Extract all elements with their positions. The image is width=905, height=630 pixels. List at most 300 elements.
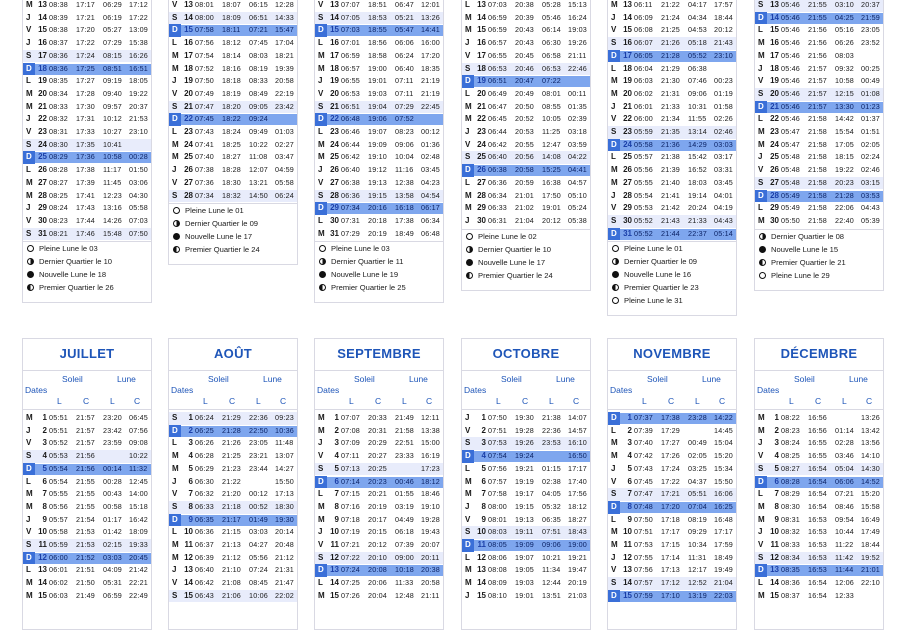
moonset-time: 02:46 [861, 165, 880, 175]
day-row [608, 564, 736, 577]
moonset-time: 23:10 [129, 127, 148, 136]
moonrise-time: 03:03 [103, 552, 122, 562]
day-number: 27 [623, 177, 632, 187]
moonrise-time: 12:38 [395, 177, 414, 187]
weekday-letter: L [758, 578, 763, 588]
weekday-letter: D [26, 63, 32, 73]
sunset-time: 17:26 [661, 451, 680, 461]
sunrise-time: 06:07 [634, 38, 653, 48]
moon-phase-note [759, 269, 830, 282]
sunrise-time: 07:47 [634, 489, 653, 499]
day-number: 14 [184, 12, 193, 22]
sunrise-time: 08:10 [488, 590, 507, 600]
weekday-letter: L [172, 38, 177, 48]
day-row [462, 37, 590, 50]
day-row [608, 437, 736, 450]
sunset-time: 21:56 [76, 463, 95, 473]
day-row [608, 177, 736, 190]
day-number: 11 [330, 540, 339, 549]
moon-phase-note [173, 243, 260, 256]
day-row [608, 526, 736, 539]
month-column-top [607, 0, 737, 316]
day-number: 9 [42, 514, 47, 524]
sunrise-time: 05:48 [781, 177, 800, 187]
moonset-time: 17:17 [714, 527, 733, 537]
sunset-time: 17:21 [76, 12, 95, 22]
moon-header: Lune [849, 374, 868, 384]
moonrise-time: 07:04 [688, 501, 707, 511]
weekday-letter: V [318, 177, 324, 187]
moonrise-time: 19:22 [835, 165, 854, 175]
sunset-col-header: C [83, 396, 90, 406]
sunset-time: 19:15 [515, 501, 534, 511]
sunrise-time: 06:31 [488, 215, 507, 225]
moonset-time: 15:50 [275, 476, 294, 486]
moonset-col-header: C [134, 396, 141, 406]
sunrise-time: 05:46 [781, 114, 800, 124]
moonset-time: 03:59 [568, 139, 587, 149]
weekday-letter: J [465, 215, 470, 225]
weekday-letter: D [611, 50, 617, 60]
moonrise-time: 21:49 [395, 413, 414, 422]
sunset-time: 21:55 [76, 489, 95, 499]
divider [608, 409, 736, 410]
day-row [23, 151, 151, 164]
dates-header: Dates [171, 385, 194, 395]
day-number: 21 [184, 101, 193, 111]
day-number: 24 [770, 139, 779, 149]
sunset-time: 21:02 [515, 203, 534, 213]
day-row [608, 101, 736, 114]
day-row [23, 50, 151, 63]
sunset-time: 18:07 [222, 0, 241, 9]
moon-phase-note [319, 281, 406, 294]
weekday-letter: D [611, 139, 617, 149]
day-row [608, 126, 736, 139]
sunrise-time: 05:54 [49, 476, 68, 486]
moonrise-time: 01:14 [835, 425, 854, 435]
sunset-time: 20:04 [368, 590, 387, 600]
day-row [315, 50, 443, 63]
day-number: 24 [330, 139, 339, 149]
day-number: 31 [623, 228, 632, 238]
day-number: 22 [623, 114, 632, 124]
moon-phase-note [612, 242, 683, 255]
moon-phase-note [466, 256, 545, 269]
sunrise-time: 07:43 [195, 127, 214, 136]
day-row [23, 37, 151, 50]
day-number: 16 [477, 38, 486, 48]
day-number: 14 [623, 12, 632, 22]
month-column [461, 338, 591, 630]
sunrise-time: 07:43 [634, 463, 653, 473]
weekday-letter: V [465, 139, 471, 149]
moonset-time: 12:11 [421, 413, 440, 422]
sunrise-time: 07:18 [341, 514, 360, 524]
weekday-letter: V [172, 88, 178, 98]
weekday-letter: S [318, 190, 324, 200]
sunset-time: 21:58 [808, 215, 827, 225]
moonset-time: 18:35 [421, 63, 440, 73]
sunset-time: 17:15 [661, 540, 680, 549]
moonrise-time: 04:34 [688, 12, 707, 22]
dates-header: Dates [610, 385, 633, 395]
weekday-letter: J [318, 76, 323, 86]
day-number: 30 [477, 215, 486, 225]
day-number: 26 [770, 165, 779, 175]
moonrise-time: 17:50 [542, 190, 561, 200]
sunset-time: 16:53 [808, 514, 827, 524]
moonrise-time: 05:16 [835, 25, 854, 35]
dates-header: Dates [25, 385, 48, 395]
day-row [315, 215, 443, 228]
divider [755, 370, 883, 371]
sunrise-time: 06:57 [341, 63, 360, 73]
sun-header: Soleil [354, 374, 375, 384]
weekday-letter: D [611, 413, 617, 422]
moonset-time: 19:39 [275, 63, 294, 73]
sunset-time: 17:25 [76, 63, 95, 73]
sunrise-time: 05:53 [634, 203, 653, 213]
day-number: 24 [623, 139, 632, 149]
day-number: 28 [477, 190, 486, 200]
sunrise-time: 07:13 [341, 463, 360, 473]
day-row [608, 590, 736, 603]
weekday-letter: M [172, 451, 179, 461]
moon-phase-text: Pleine Lune le 02 [478, 231, 537, 241]
moon-phase-text: Nouvelle Lune le 15 [771, 244, 839, 254]
moonrise-time: 09:40 [103, 88, 122, 98]
day-row [462, 215, 590, 228]
moon-phase-icon [466, 246, 473, 253]
sunrise-time: 07:53 [634, 540, 653, 549]
moonrise-time: 05:56 [249, 552, 268, 562]
moonset-time: 17:59 [714, 540, 733, 549]
sunrise-time: 06:55 [488, 50, 507, 60]
moonset-time: 13:38 [421, 425, 440, 435]
sunset-time: 21:58 [808, 177, 827, 187]
day-row [462, 63, 590, 76]
day-row [315, 577, 443, 590]
moonset-time: 05:10 [568, 190, 587, 200]
sunset-time: 20:19 [368, 501, 387, 511]
day-row [462, 577, 590, 590]
sun-header: Soleil [647, 374, 668, 384]
moonset-time: 11:32 [129, 463, 148, 473]
sunset-time: 21:26 [222, 438, 241, 448]
sunset-time: 16:55 [808, 451, 827, 461]
month-column-top [168, 0, 298, 265]
moonrise-time: 03:10 [835, 0, 854, 9]
moonset-time: 03:06 [129, 177, 148, 187]
moon-phase-icon [466, 233, 473, 240]
sunset-time: 21:30 [661, 76, 680, 86]
sunrise-time: 07:07 [341, 413, 360, 422]
moonrise-time: 18:15 [835, 152, 854, 162]
sunset-time: 18:30 [222, 177, 241, 187]
day-number: 26 [330, 165, 339, 175]
weekday-letter: M [611, 438, 618, 448]
day-row [462, 12, 590, 25]
sunrise-time: 06:59 [488, 25, 507, 35]
sunrise-time: 07:19 [341, 527, 360, 537]
day-row [169, 139, 297, 152]
day-number: 16 [38, 38, 47, 48]
day-row [23, 577, 151, 590]
moonset-time: 22:49 [129, 590, 148, 600]
moonset-time: 14:27 [275, 463, 294, 473]
moonrise-time: 21:38 [542, 413, 561, 422]
sunrise-time: 08:24 [49, 203, 68, 213]
sunrise-time: 05:46 [781, 76, 800, 86]
moonset-time: 19:22 [129, 88, 148, 98]
weekday-letter: L [611, 514, 616, 524]
sunset-time: 21:24 [661, 12, 680, 22]
moonrise-time: 08:03 [249, 50, 268, 60]
day-number: 16 [770, 38, 779, 48]
moonrise-time: 08:19 [688, 514, 707, 524]
moonrise-time: 02:15 [103, 540, 122, 549]
day-row [755, 488, 883, 501]
moonrise-time: 07:39 [395, 540, 414, 549]
moonset-time: 13:26 [421, 12, 440, 22]
moonset-time: 15:34 [714, 463, 733, 473]
sunset-time: 21:13 [222, 540, 241, 549]
weekday-letter: V [318, 88, 324, 98]
moon-phase-icon [612, 297, 619, 304]
day-number: 17 [623, 50, 632, 60]
sunset-time: 20:29 [368, 438, 387, 448]
weekday-letter: J [172, 76, 177, 86]
moonrise-time: 06:24 [395, 50, 414, 60]
sunset-time: 17:38 [661, 413, 680, 422]
moon-phase-text: Dernier Quartier le 10 [478, 244, 552, 254]
moonset-time: 03:17 [714, 152, 733, 162]
sunset-time: 20:58 [515, 165, 534, 175]
month-title: OCTOBRE [492, 346, 560, 361]
moonrise-time: 01:15 [542, 463, 561, 473]
day-row [755, 552, 883, 565]
weekday-letter: L [318, 578, 323, 588]
sunset-time: 19:11 [515, 527, 534, 537]
weekday-letter: M [172, 552, 179, 562]
moonrise-time: 10:27 [103, 127, 122, 136]
day-row [169, 552, 297, 565]
sunset-time: 21:57 [808, 101, 827, 111]
sunrise-time: 05:57 [49, 514, 68, 524]
weekday-letter: M [758, 425, 765, 435]
sunset-col-header: C [815, 396, 822, 406]
moonset-col-header: C [573, 396, 580, 406]
moonset-time: 21:19 [421, 88, 440, 98]
moonset-time: 14:00 [129, 489, 148, 499]
weekday-letter: M [611, 76, 618, 86]
moonset-time: 18:44 [714, 12, 733, 22]
day-row [315, 151, 443, 164]
day-number: 6 [627, 476, 632, 486]
moonrise-time: 20:12 [542, 215, 561, 225]
weekday-letter: M [318, 139, 325, 149]
day-number: 29 [623, 203, 632, 213]
sunset-time: 20:15 [368, 527, 387, 537]
day-row [169, 425, 297, 438]
day-row [608, 577, 736, 590]
moonset-time: 21:03 [568, 590, 587, 600]
day-row [23, 101, 151, 114]
weekday-letter: M [758, 139, 765, 149]
day-number: 22 [330, 114, 339, 124]
day-row [23, 488, 151, 501]
sunset-time: 21:44 [661, 228, 680, 238]
weekday-letter: S [318, 463, 324, 473]
weekday-letter: V [611, 25, 617, 35]
day-number: 30 [770, 215, 779, 225]
moonrise-time: 03:46 [835, 451, 854, 461]
moonrise-time: 10:58 [835, 76, 854, 86]
day-number: 21 [623, 101, 632, 111]
moonset-time: 17:12 [129, 0, 148, 9]
moonrise-time: 11:25 [542, 127, 561, 136]
sunrise-time: 07:47 [195, 101, 214, 111]
moonset-time: 19:33 [129, 540, 148, 549]
day-row [315, 539, 443, 552]
weekday-letter: J [611, 463, 616, 473]
moonrise-time: 12:33 [835, 590, 854, 600]
day-number: 14 [623, 578, 632, 588]
moonrise-time: 11:08 [249, 152, 268, 162]
month-column [168, 338, 298, 630]
moonset-time: 16:42 [129, 514, 148, 524]
sunset-time: 16:54 [808, 578, 827, 588]
moonset-col-header: C [866, 396, 873, 406]
day-row [169, 126, 297, 139]
day-row [315, 164, 443, 177]
moonset-time: 13:42 [861, 425, 880, 435]
day-number: 4 [774, 451, 779, 461]
sunrise-col-header: L [349, 396, 354, 406]
sunrise-time: 05:58 [634, 139, 653, 149]
day-row [23, 113, 151, 126]
moonrise-time: 23:44 [249, 463, 268, 473]
sunrise-time: 06:59 [488, 12, 507, 22]
weekday-letter: M [465, 25, 472, 35]
day-row [755, 412, 883, 425]
moonrise-time: 06:47 [395, 0, 414, 9]
moonrise-time: 23:20 [103, 413, 122, 422]
sunrise-time: 07:48 [634, 501, 653, 511]
sunset-time: 17:27 [661, 438, 680, 448]
moon-phase-note [27, 255, 112, 268]
moonset-time: 05:39 [861, 215, 880, 225]
moonset-time: 02:05 [861, 139, 880, 149]
sunrise-time: 08:00 [195, 12, 214, 22]
month-column-top [22, 0, 152, 303]
sunrise-time: 07:07 [341, 0, 360, 9]
sunrise-time: 08:01 [195, 0, 214, 9]
day-number: 13 [330, 0, 339, 9]
sunset-time: 21:04 [515, 215, 534, 225]
dates-header: Dates [317, 385, 340, 395]
moonset-time: 19:52 [861, 552, 880, 562]
day-row [755, 63, 883, 76]
moonset-time: 13:26 [861, 413, 880, 422]
sunrise-time: 08:28 [49, 165, 68, 175]
day-row [315, 63, 443, 76]
moonrise-time: 00:58 [103, 501, 122, 511]
moonrise-time: 03:19 [395, 501, 414, 511]
weekday-letter: S [172, 190, 178, 200]
sunrise-time: 08:21 [49, 228, 68, 238]
sunset-time: 18:19 [222, 88, 241, 98]
day-number: 20 [770, 88, 779, 98]
day-number: 28 [330, 190, 339, 200]
sunrise-time: 06:00 [49, 552, 68, 562]
sunrise-time: 06:36 [341, 190, 360, 200]
moonset-time: 16:19 [421, 451, 440, 461]
day-row [315, 101, 443, 114]
sunrise-time: 08:24 [781, 438, 800, 448]
weekday-letter: D [172, 114, 178, 124]
sunset-time: 16:56 [808, 425, 827, 435]
day-number: 19 [623, 76, 632, 86]
sunrise-time: 08:00 [488, 501, 507, 511]
sunrise-time: 05:55 [49, 489, 68, 499]
moonrise-time: 05:32 [542, 501, 561, 511]
moonrise-time: 12:17 [688, 565, 707, 575]
weekday-letter: V [26, 438, 32, 448]
day-row [315, 450, 443, 463]
sunrise-time: 06:40 [341, 165, 360, 175]
moonset-time: 05:38 [568, 215, 587, 225]
weekday-letter: D [465, 76, 471, 86]
day-number: 23 [330, 127, 339, 136]
weekday-letter: V [611, 476, 617, 486]
sunset-time: 21:56 [808, 38, 827, 48]
moonset-time: 14:52 [861, 476, 880, 486]
day-row [462, 202, 590, 215]
day-number: 10 [770, 527, 779, 537]
moonrise-time: 12:47 [542, 139, 561, 149]
day-number: 10 [330, 527, 339, 537]
sunset-time: 21:57 [76, 413, 95, 422]
weekday-letter: M [318, 63, 325, 73]
day-row [755, 75, 883, 88]
moonset-time: 01:37 [861, 114, 880, 124]
moonset-time: 18:09 [129, 527, 148, 537]
day-row [608, 552, 736, 565]
moonrise-time: 22:51 [395, 438, 414, 448]
sunrise-time: 06:37 [195, 540, 214, 549]
day-row [23, 63, 151, 76]
day-number: 14 [184, 578, 193, 588]
sunset-time: 20:25 [368, 463, 387, 473]
weekday-letter: J [465, 501, 470, 511]
sunset-time: 21:53 [76, 527, 95, 537]
moonrise-time: 06:06 [835, 476, 854, 486]
weekday-letter: L [465, 177, 470, 187]
sunset-time: 21:17 [222, 514, 241, 524]
moonrise-time: 00:49 [688, 438, 707, 448]
sunrise-time: 06:42 [195, 578, 214, 588]
day-number: 22 [477, 114, 486, 124]
moonrise-time: 08:49 [249, 88, 268, 98]
weekday-letter: D [465, 165, 471, 175]
day-number: 3 [481, 438, 486, 448]
sunset-time: 19:09 [368, 139, 387, 149]
moon-phase-icon [173, 233, 180, 240]
moon-phase-icon [612, 284, 619, 291]
sunset-time: 18:28 [222, 165, 241, 175]
